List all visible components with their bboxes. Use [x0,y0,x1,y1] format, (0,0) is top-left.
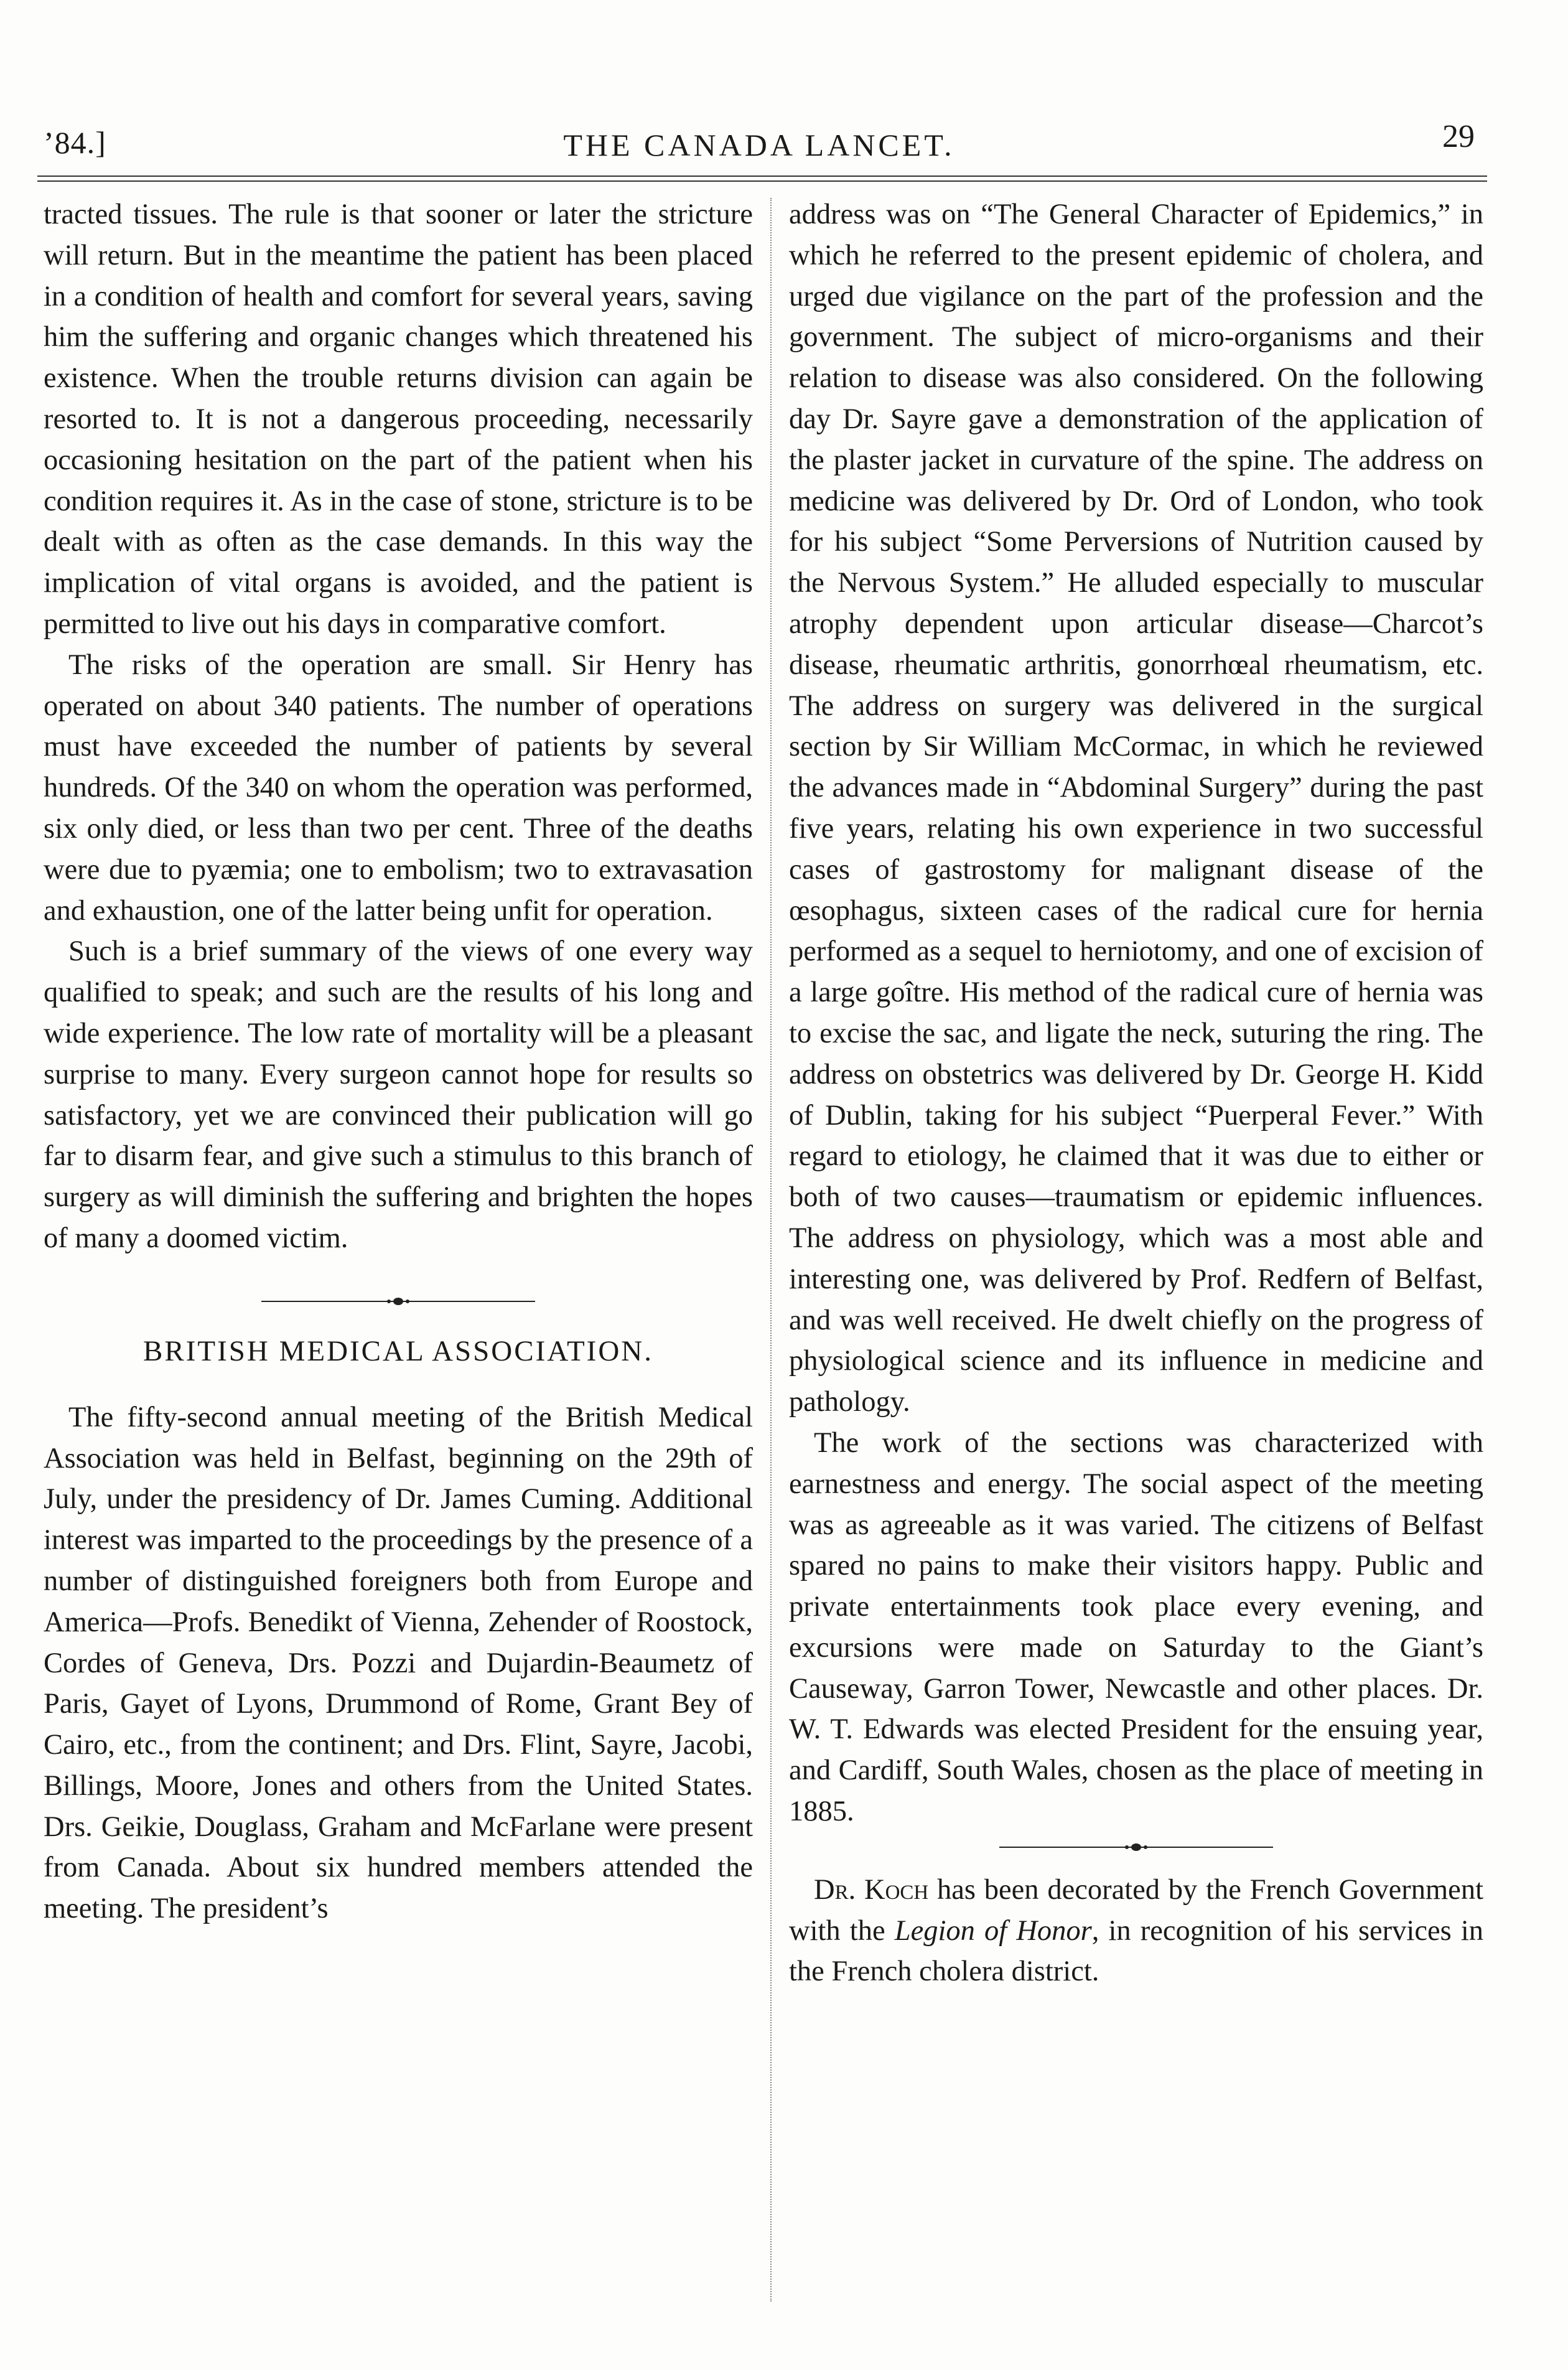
legion-of-honor: Legion of Honor [894,1914,1092,1947]
volume-label: ’84.] [44,125,106,160]
header-rule [37,176,1487,177]
right-paragraph-2: The work of the sections was characterized with earnestness and energy. The social aspect of the meeting was as agreeable as it was varied. The citizens of Belfast spared no pains to make their visitors happy. Public and private entertainments took place every evening, and excursions were made on Saturday to the Giant’s Causeway, Garron Tower, Newcastle and other places. Dr. W. T. Edwards was elected President for the ensuing year, and Cardiff, South Wales, chosen as the place of meeting in 1885. [789,1426,1483,1828]
koch-name: Dr. Koch [814,1873,929,1906]
page-number: 29 [1442,119,1475,154]
section-title-bma: BRITISH MEDICAL ASSOCIATION. [143,1334,653,1367]
running-head [44,118,1475,174]
header-rule-lower [37,180,1487,182]
koch-text-before: has been decorated by the French Government with the [789,1873,1483,1947]
left-paragraph-2: The risks of the operation are small. Sir Henry has operated on about 340 patients. The number of operations must have exceeded the number of patients by several hundreds. Of the 340 on whom the operation was performed, six only died, or less than two per cent. Three of the deaths were due to pyæmia; one to embolism; two to extravasation and exhaustion, one of the latter being unfit for operation. [44,649,753,927]
left-paragraph-1: tracted tissues. The rule is that sooner or later the stricture will return. But in the meantime the patient has been placed in a condition of health and comfort for several years, saving him the suffering and organic changes which threatened his existence. When the trouble returns division can again be resorted to. It is not a dangerous proceeding, necessarily occasioning hesitation on the part of the patient when his condition requires it. As in the case of stone, stricture is to be dealt with as often as the case demands. In this way the implication of vital organs is avoided, and the patient is permitted to live out his days in comparative comfort. [44,199,753,640]
left-paragraph-4: The fifty-second annual meeting of the British Medical Association was held in Belfast, beginning on the 29th of July, under the presidency of Dr. James Cuming. Additional interest was imparted to the proceedings by the presence of a number of distinguished foreigners both from Europe and America—Profs. Benedikt of Vienna, Zehender of Roostock, Cordes of Geneva, Drs. Pozzi and Dujardin-Beaumetz of Paris, Gayet of Lyons, Drummond of Rome, Grant Bey of Cairo, etc., from the continent; and Drs. Flint, Sayre, Jacobi, Billings, Moore, Jones and others from the United States. Drs. Geikie, Douglass, Graham and McFarlane were present from Canada. About six hundred members attended the meeting. The president’s [44,1401,753,1925]
journal-title: THE CANADA LANCET. [563,128,955,162]
left-column [44,194,753,1929]
right-ornament [987,1841,1286,1853]
column-divider [770,198,772,2302]
right-paragraph-1: address was on “The General Character of Epidemics,” in which he referred to the present epidemic of cholera, and urged due vigilance on the part of the profession and the government. The subject of micro-organisms and their relation to disease was also considered. On the following day Dr. Sayre gave a demonstration of the application of the plaster jacket in curvature of the spine. The address on medicine was delivered by Dr. Ord of London, who took for his subject “Some Perversions of Nutrition caused by the Nervous System.” He alluded especially to muscular atrophy dependent upon articular disease—Charcot’s disease, rheumatic arthritis, gonorrhœal rheumatism, etc. The address on surgery was delivered in the surgical section by Sir William McCormac, in which he reviewed the advances made in “Abdominal Surgery” during the past five years, relating his own experience in two successful cases of gastrostomy for malignant disease of the œsophagus, sixteen cases of the radical cure for hernia performed as a sequel to herniotomy, and one of excision of a large goître. His method of the radical cure of hernia was to excise the sac, and ligate the neck, suturing the ring. The address on obstetrics was delivered by Dr. George H. Kidd of Dublin, taking for his subject “Puerperal Fever.” With regard to etiology, he claimed that it was due to either or both of two causes—traumatism or epidemic influences. The address on physiology, which was a most able and interesting one, was delivered by Prof. Redfern of Belfast, and was well received. He dwelt chiefly on the progress of physiological science and its influence in medicine and pathology. [789,199,1483,1418]
right-column [789,194,1483,1992]
section-ornament [249,1295,548,1308]
koch-text-after: , in recognition of his services in the French cholera district. [789,1914,1483,1988]
left-paragraph-3: Such is a brief summary of the views of one every way qualified to speak; and such are the results of his long and wide experience. The low rate of mortality will be a pleasant surprise to many. Every surgeon cannot hope for results so satisfactory, yet we are convinced their publication will go far to disarm fear, and give such a stimulus to this branch of surgery as will diminish the suffering and brighten the hopes of many a doomed victim. [44,935,753,1254]
koch-paragraph [789,1870,1483,1992]
